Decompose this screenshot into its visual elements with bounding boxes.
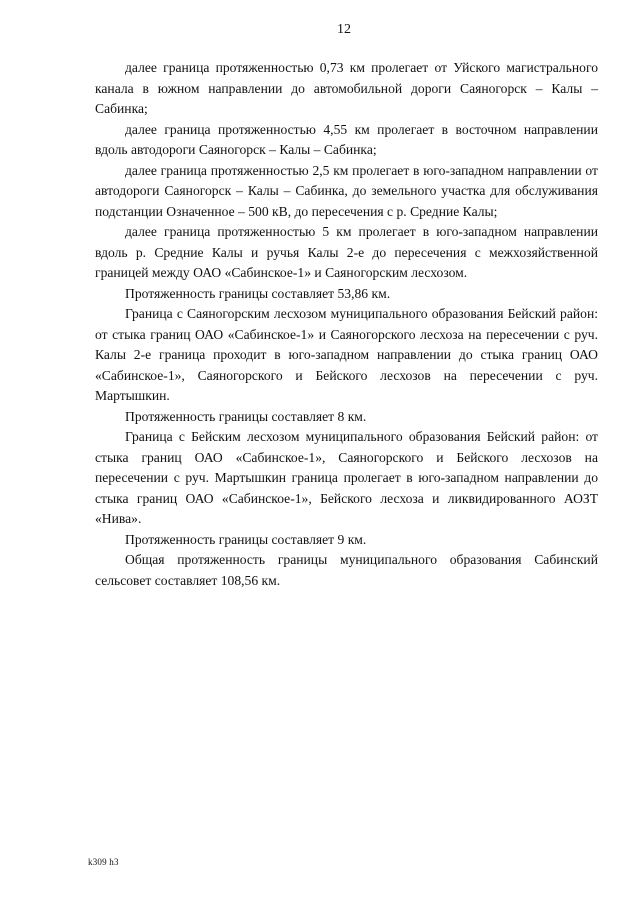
paragraph: далее граница протяженностью 4,55 км пролегает в восточном направлении вдоль автодороги Саяногорск – Калы – Сабинка; xyxy=(95,121,598,157)
footer-code: k309 h3 xyxy=(88,857,119,867)
document-body xyxy=(95,58,598,591)
paragraph: Граница с Саяногорским лесхозом муниципального образования Бейский район: от стыка границ ОАО «Сабинское-1» и Саяногорского лесхоза на пересечении с руч. Калы 2-е граница проходит в юго-западном направлении до стыка границ ОАО «Сабинское-1», Саяногорского и Бейского лесхозов на пересечении с руч. Мартышкин. xyxy=(95,306,598,403)
boundary-length-line: Протяженность границы составляет 9 км. xyxy=(125,531,367,547)
paragraph: далее граница протяженностью 2,5 км пролегает в юго-западном направлении от автодороги Саяногорск – Калы – Сабинка, до земельного участка для обслуживания подстанции Означенное – 500 кВ, до пересечения с р. Средние Калы; xyxy=(95,162,598,219)
total-length-paragraph: Общая протяженность границы муниципального образования Сабинский сельсовет составляет 108,56 км. xyxy=(95,552,598,588)
boundary-length-line: Протяженность границы составляет 53,86 км. xyxy=(125,285,391,301)
paragraph: далее граница протяженностью 0,73 км пролегает от Уйского магистрального канала в южном направлении до автомобильной дороги Саяногорск – Калы – Сабинка; xyxy=(95,60,598,116)
page-number: 12 xyxy=(337,22,351,37)
paragraph: Граница с Бейским лесхозом муниципального образования Бейский район: от стыка границ ОАО «Сабинское-1», Саяногорского и Бейского лесхозов на пересечении с руч. Мартышкин граница пролегает в юго-западном направлении до стыка границ ОАО «Сабинское-1», Бейского лесхоза и ликвидированного АОЗТ «Нива». xyxy=(95,429,598,526)
boundary-length-line: Протяженность границы составляет 8 км. xyxy=(125,408,367,424)
paragraph: далее граница протяженностью 5 км пролегает в юго-западном направлении вдоль р. Средние Калы и ручья Калы 2-е до пересечения с межхозяйственной границей между ОАО «Сабинское-1» и Саяногорским лесхозом. xyxy=(95,224,598,280)
